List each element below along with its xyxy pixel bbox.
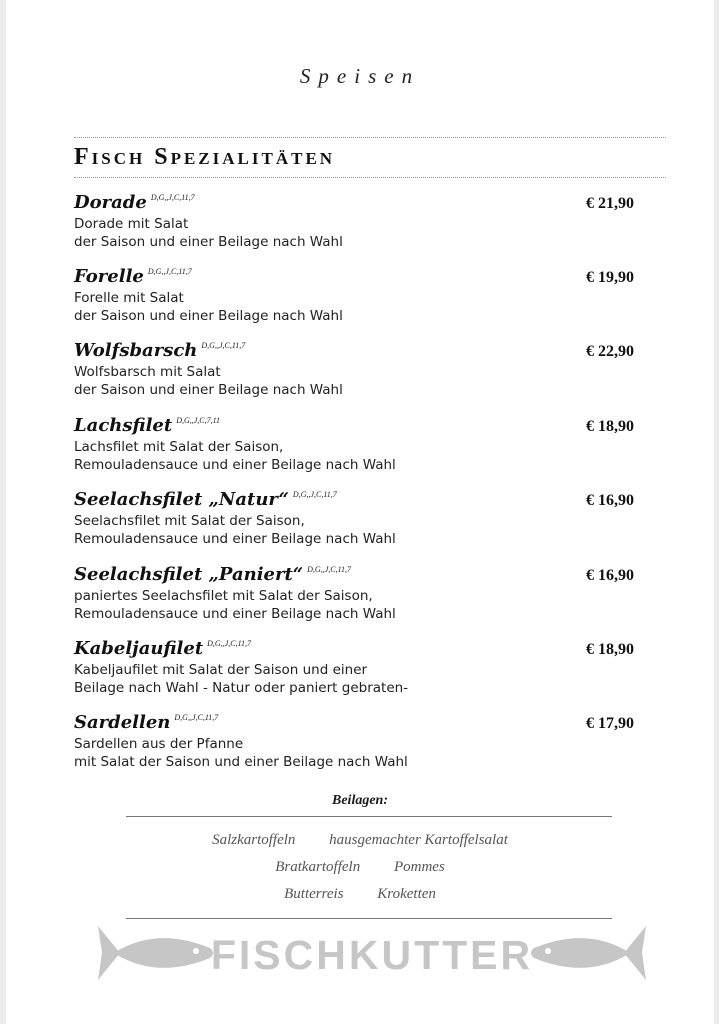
item-price: € 16,90 (586, 567, 634, 584)
divider (74, 137, 666, 138)
item-name: Dorade (74, 192, 147, 213)
menu-item (74, 489, 634, 548)
item-name: Seelachsfilet „Natur“ (74, 489, 289, 510)
item-name: Seelachsfilet „Paniert“ (74, 564, 304, 585)
divider (126, 918, 612, 919)
menu-item (74, 192, 634, 251)
item-allergens: D,G,,J,C,11,7 (207, 639, 251, 648)
item-name: Forelle (74, 266, 144, 287)
logo-text: FISCHKUTTER (210, 932, 534, 978)
item-allergens: D,G,,J,C,11,7 (174, 713, 219, 722)
item-description: Sardellen aus der Pfanne mit Salat der Saison und einer Beilage nach Wahl (74, 736, 408, 770)
sides-row (6, 859, 714, 876)
item-description: Kabeljaufilet mit Salat der Saison und einer Beilage nach Wahl - Natur oder paniert gebraten- (74, 662, 409, 696)
side-item: Butterreis (284, 886, 344, 902)
menu-item (74, 712, 634, 771)
item-allergens: D,G,,J,C,11,7 (307, 565, 351, 574)
item-price: € 16,90 (586, 492, 634, 509)
fischkutter-logo (92, 920, 652, 986)
item-allergens: D,G,,J,C,11,7 (150, 193, 195, 202)
menu-item (74, 340, 634, 399)
sides-row (6, 832, 714, 849)
item-description: paniertes Seelachsfilet mit Salat der Saison, Remouladensauce und einer Beilage nach Wahl (74, 588, 396, 622)
item-price: € 18,90 (586, 418, 634, 435)
side-item: Pommes (393, 859, 445, 875)
item-name: Lachsfilet (74, 415, 173, 436)
item-price: € 21,90 (586, 195, 634, 212)
menu-item (74, 415, 634, 474)
item-description: Wolfsbarsch mit Salat der Saison und einer Beilage nach Wahl (74, 364, 343, 398)
item-price: € 22,90 (586, 343, 634, 360)
side-item: Kroketten (377, 886, 436, 902)
menu-item (74, 638, 634, 697)
side-item: Bratkartoffeln (275, 859, 361, 875)
item-allergens: D,G,,J,C,11,7 (201, 341, 246, 350)
item-price: € 18,90 (586, 641, 634, 658)
item-price: € 19,90 (586, 269, 634, 286)
page-title: Speisen (299, 64, 421, 88)
item-allergens: D,G,,J,C,11,7 (147, 267, 192, 276)
menu-item (74, 266, 634, 325)
sides-title: Beilagen: (332, 793, 388, 808)
item-name: Sardellen (74, 712, 171, 733)
section-title: Fisch Spezialitäten (74, 144, 336, 170)
side-item: Salzkartoffeln (212, 832, 296, 848)
sides-row (6, 886, 714, 903)
item-allergens: D,G,,J,C,11,7 (292, 490, 337, 499)
item-description: Seelachsfilet mit Salat der Saison, Remouladensauce und einer Beilage nach Wahl (74, 513, 396, 547)
item-name: Wolfsbarsch (74, 340, 198, 361)
item-allergens: D,G,,J,C,7,11 (176, 416, 221, 425)
menu-item (74, 564, 634, 623)
divider (74, 177, 666, 178)
side-item: hausgemachter Kartoffelsalat (329, 832, 508, 848)
menu-page (6, 0, 714, 1024)
item-description: Lachsfilet mit Salat der Saison, Remouladensauce und einer Beilage nach Wahl (74, 439, 396, 473)
item-description: Dorade mit Salat der Saison und einer Beilage nach Wahl (74, 216, 343, 250)
item-price: € 17,90 (586, 715, 634, 732)
item-name: Kabeljaufilet (74, 638, 204, 659)
item-description: Forelle mit Salat der Saison und einer Beilage nach Wahl (74, 290, 343, 324)
divider (126, 816, 612, 817)
